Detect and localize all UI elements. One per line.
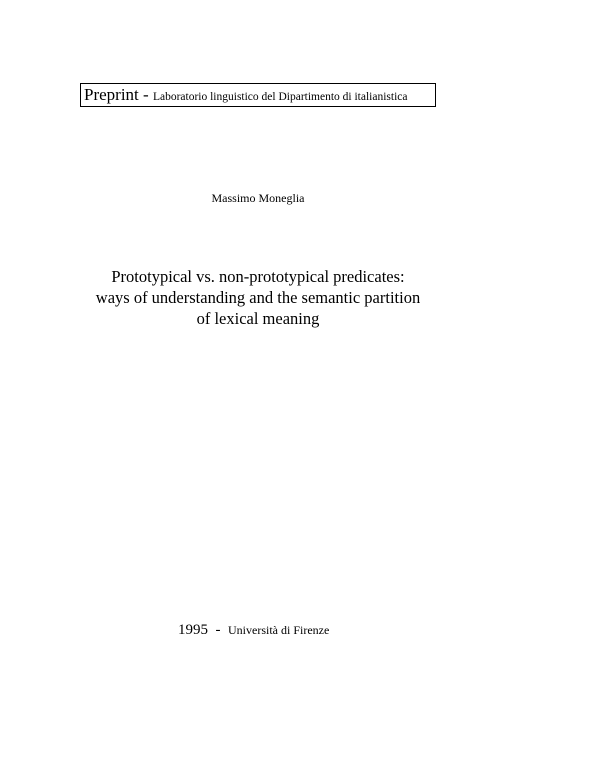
title-line-3: of lexical meaning (196, 309, 320, 328)
title-line-2: ways of understanding and the semantic partition (95, 288, 421, 307)
author-name: Massimo Moneglia (211, 191, 305, 205)
title-line-1: Prototypical vs. non-prototypical predicates: (111, 267, 405, 286)
header-separator: - (138, 85, 153, 104)
university-name: Università di Firenze (228, 623, 330, 637)
preprint-header-box (80, 83, 436, 107)
preprint-label: Preprint (84, 85, 139, 104)
publication-footer (178, 621, 329, 639)
institution-name: Laboratorio linguistico del Dipartimento di italianistica (152, 91, 408, 103)
paper-title (0, 266, 516, 329)
publication-year: 1995 (178, 622, 208, 638)
footer-separator: - (208, 622, 228, 638)
